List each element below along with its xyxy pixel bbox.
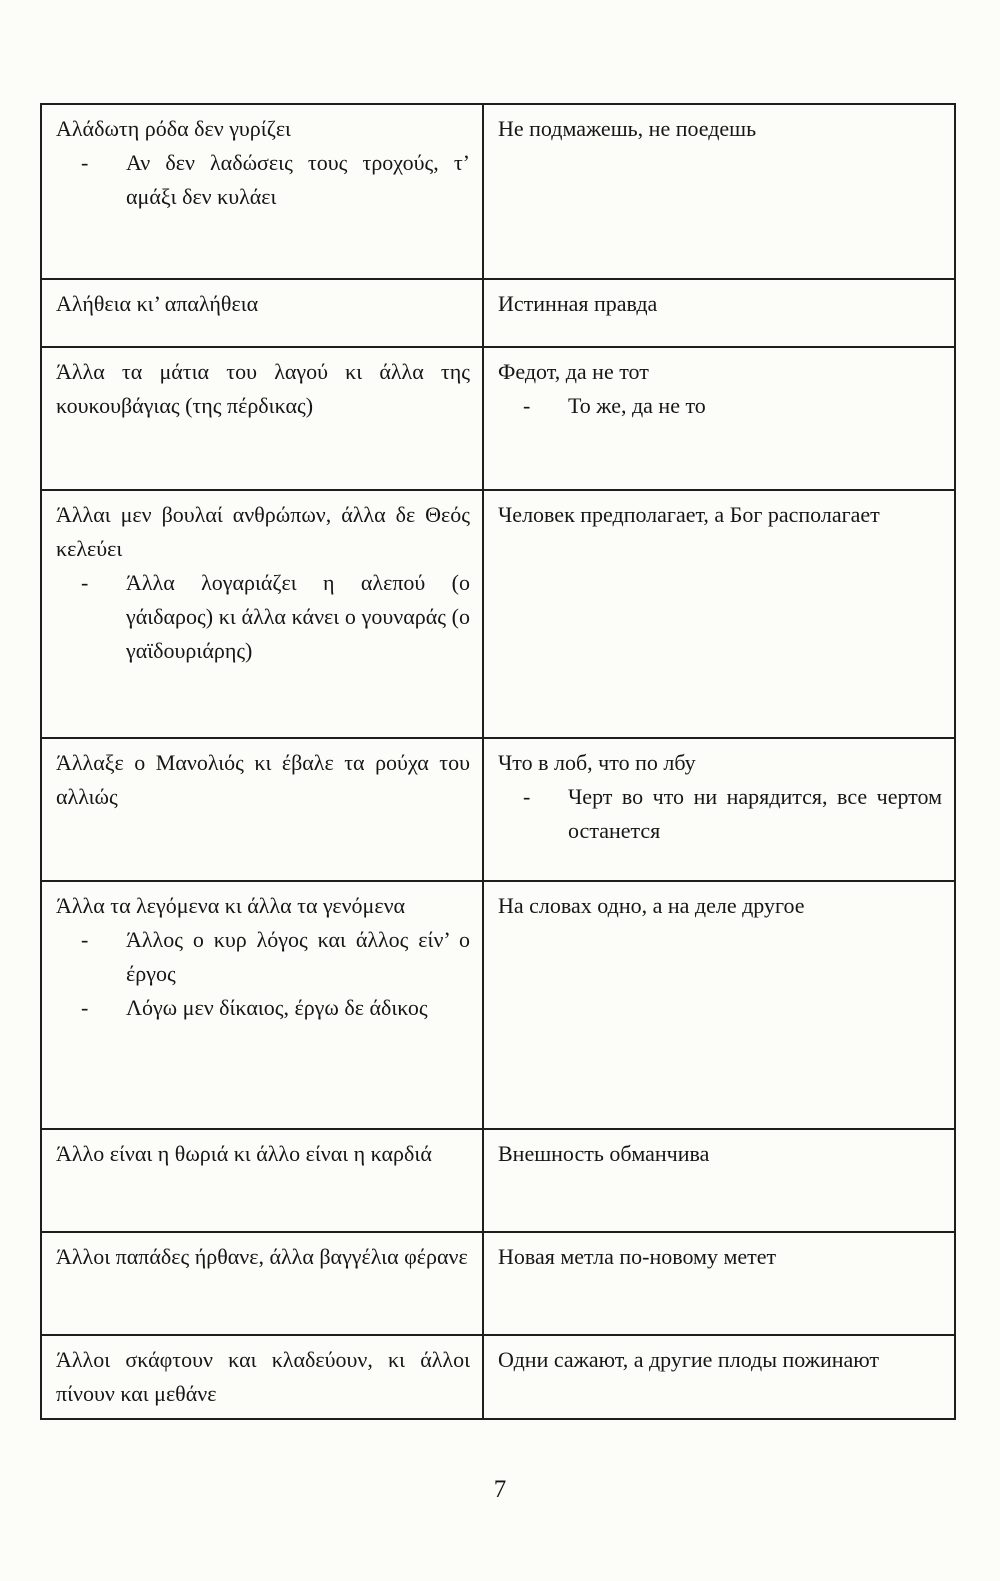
proverb-main-text: Άλλοι σκάφτουν και κλαδεύουν, κι άλλοι πίνουν και μεθάνε bbox=[56, 1347, 470, 1407]
table-row bbox=[42, 1233, 954, 1336]
proverb-variant bbox=[56, 146, 470, 214]
greek-cell bbox=[42, 491, 484, 737]
proverb-main-text: Новая метла по-новому метет bbox=[498, 1244, 777, 1269]
table-row bbox=[42, 348, 954, 491]
proverb-variant bbox=[498, 780, 942, 848]
proverb-main-text: Άλλαι μεν βουλαί ανθρώπων, άλλα δε Θεός κελεύει bbox=[56, 502, 470, 562]
proverb-table bbox=[40, 103, 956, 1420]
russian-cell bbox=[484, 105, 954, 278]
table-row bbox=[42, 491, 954, 739]
greek-cell bbox=[42, 882, 484, 1128]
russian-cell bbox=[484, 348, 954, 489]
proverb-main-text: Внешность обманчива bbox=[498, 1141, 710, 1166]
proverb-main-text: Истинная правда bbox=[498, 291, 658, 316]
proverb-variant bbox=[56, 991, 470, 1025]
table-row bbox=[42, 882, 954, 1130]
greek-cell bbox=[42, 739, 484, 880]
proverb-main-text: Не подмажешь, не поедешь bbox=[498, 116, 757, 141]
proverb-variant bbox=[498, 389, 942, 423]
proverb-main-text: Федот, да не тот bbox=[498, 359, 649, 384]
proverb-main-text: Άλλα τα μάτια του λαγού κι άλλα της κουκουβάγιας (της πέρδικας) bbox=[56, 359, 470, 419]
greek-cell bbox=[42, 348, 484, 489]
table-row bbox=[42, 1130, 954, 1233]
proverb-variant bbox=[56, 923, 470, 991]
proverb-variant-text: Άλλα λογαριάζει η αλεπού (ο γάιδαρος) κι άλλα κάνει ο γουναράς (ο γαϊδουριάρης) bbox=[126, 570, 470, 664]
table-row bbox=[42, 1336, 954, 1418]
russian-cell bbox=[484, 280, 954, 346]
proverb-variant-text: То же, да не то bbox=[568, 393, 706, 419]
proverb-main-text: Άλλο είναι η θωριά κι άλλο είναι η καρδιά bbox=[56, 1141, 432, 1166]
variant-dash-marker: - bbox=[81, 150, 89, 176]
proverb-variant-text: Άλλος ο κυρ λόγος και άλλος είν’ ο έργος bbox=[126, 927, 470, 987]
proverb-main-text: Человек предполагает, а Бог располагает bbox=[498, 502, 880, 527]
variant-dash-marker: - bbox=[81, 995, 89, 1021]
proverb-variant-text: Черт во что ни нарядится, все чертом останется bbox=[568, 784, 942, 844]
russian-cell bbox=[484, 1130, 954, 1231]
proverb-main-text: Αλήθεια κι’ απαλήθεια bbox=[56, 291, 259, 316]
greek-cell bbox=[42, 1130, 484, 1231]
russian-cell bbox=[484, 739, 954, 880]
table-row bbox=[42, 739, 954, 882]
proverb-variant-text: Αν δεν λαδώσεις τους τροχούς, τ’ αμάξι δεν κυλάει bbox=[126, 150, 470, 210]
proverb-main-text: Άλλαξε ο Μανολιός κι έβαλε τα ρούχα του αλλιώς bbox=[56, 750, 470, 810]
variant-dash-marker: - bbox=[81, 570, 89, 596]
russian-cell bbox=[484, 1336, 954, 1418]
table-row bbox=[42, 280, 954, 348]
russian-cell bbox=[484, 1233, 954, 1334]
variant-dash-marker: - bbox=[81, 927, 89, 953]
proverb-main-text: Что в лоб, что по лбу bbox=[498, 750, 696, 775]
russian-cell bbox=[484, 882, 954, 1128]
proverb-variant bbox=[56, 566, 470, 668]
proverb-main-text: Άλλα τα λεγόμενα κι άλλα τα γενόμενα bbox=[56, 893, 406, 918]
russian-cell bbox=[484, 491, 954, 737]
greek-cell bbox=[42, 105, 484, 278]
proverb-main-text: Одни сажают, а другие плоды пожинают bbox=[498, 1347, 880, 1372]
page-number: 7 bbox=[493, 1476, 507, 1503]
variant-dash-marker: - bbox=[523, 393, 531, 419]
table-row bbox=[42, 105, 954, 280]
proverb-main-text: На словах одно, а на деле другое bbox=[498, 893, 805, 918]
proverb-variant-text: Λόγω μεν δίκαιος, έργω δε άδικος bbox=[126, 995, 428, 1021]
variant-dash-marker: - bbox=[523, 784, 531, 810]
greek-cell bbox=[42, 1336, 484, 1418]
greek-cell bbox=[42, 1233, 484, 1334]
proverb-main-text: Αλάδωτη ρόδα δεν γυρίζει bbox=[56, 116, 291, 141]
proverb-main-text: Άλλοι παπάδες ήρθανε, άλλα βαγγέλια φέρανε bbox=[56, 1244, 468, 1269]
greek-cell bbox=[42, 280, 484, 346]
